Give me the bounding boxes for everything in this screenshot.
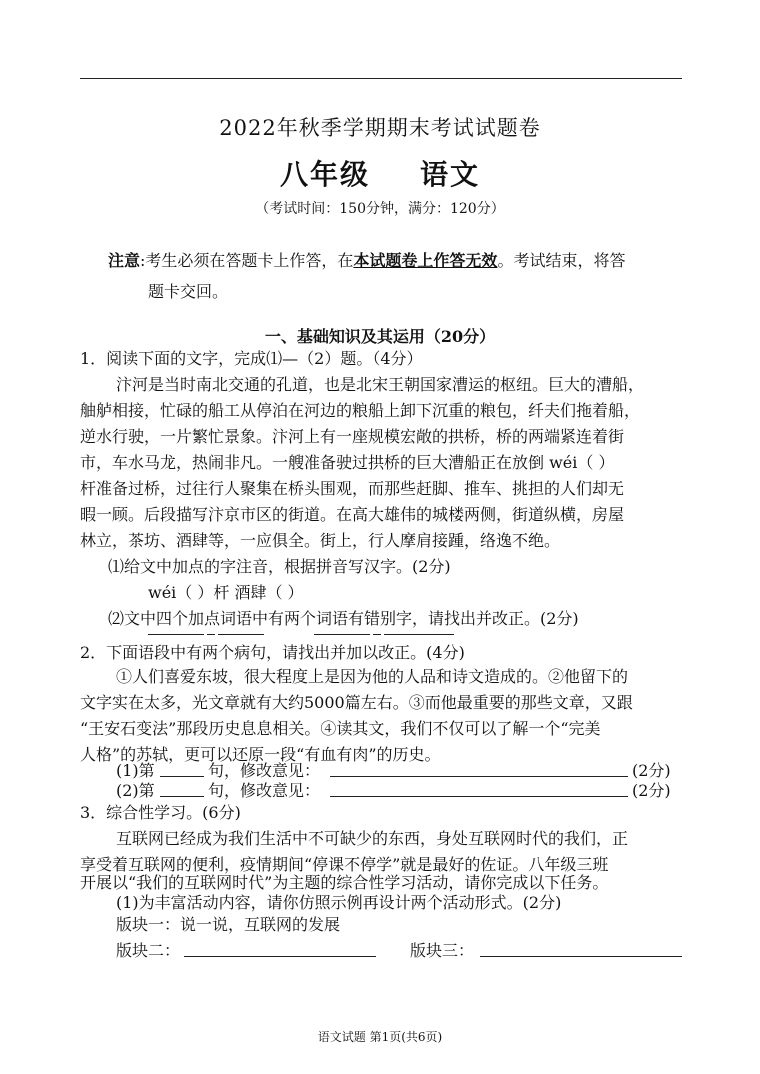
block3-label: 版块三： bbox=[410, 941, 475, 960]
q1-para-line: 逆水行驶，一片繁忙景象。汴河上有一座规模宏敞的拱桥，桥的两端紧连着街 bbox=[80, 427, 625, 446]
q3-para-line: 互联网已经成为我们生活中不可缺少的东西，身处互联网时代的我们，正 bbox=[116, 829, 629, 848]
q3-para-line: 开展以“我们的互联网时代”为主题的综合性学习活动，请你完成以下任务。 bbox=[80, 873, 609, 892]
q2-para-line: “王安石变法”那段历史息息相关。④读其文，我们不仅可以了解一个“完美 bbox=[80, 719, 601, 738]
notice-line2: 题卡交回。 bbox=[148, 282, 229, 301]
notice-label: 注意 bbox=[108, 251, 141, 270]
dash bbox=[373, 634, 381, 635]
q1-sub2: ⑵文中四个加点词语中有两个词语有错别字，请找出并改正。(2分) bbox=[108, 609, 579, 628]
block1-example: 版块一：说一说，互联网的发展 bbox=[116, 915, 341, 934]
q1-para-line: 市，车水马龙，热闹非凡。一艘准备驶过拱桥的巨大漕船正在放倒 wéi（ ） bbox=[80, 453, 615, 472]
subject-label: 语文 bbox=[420, 158, 481, 191]
q3-para-line: 享受着互联网的便利，疫情期间“停课不停学”就是最好的佐证。八年级三班 bbox=[80, 855, 609, 874]
answer-blank[interactable] bbox=[314, 634, 370, 635]
revision-blank[interactable] bbox=[330, 796, 628, 797]
q1-stem: 1．阅读下面的文字，完成⑴—（2）题。（4分） bbox=[80, 349, 423, 368]
q1-para-line: 杆准备过桥，过往行人聚集在桥头围观，而那些赶脚、推车、挑担的人们却无 bbox=[80, 479, 625, 498]
sentence-number-blank[interactable] bbox=[160, 776, 204, 777]
q2-fix1-label: 句，修改意见： bbox=[208, 761, 321, 780]
header-rule bbox=[80, 78, 682, 79]
revision-blank[interactable] bbox=[330, 776, 628, 777]
block2-blank[interactable] bbox=[184, 956, 376, 957]
q2-para-line: 文字实在太多，光文章就有大约5000篇左右。③而他最重要的那些文章，又跟 bbox=[80, 693, 633, 712]
notice-line1: 注意:考生必须在答题卡上作答，在本试题卷上作答无效。考试结束，将答 bbox=[108, 251, 626, 270]
dash bbox=[207, 634, 215, 635]
q1-sub1-blanks: wéi（ ）杆 酒肆（ ） bbox=[148, 583, 304, 602]
section-title: 一、基础知识及其运用（20分） bbox=[264, 327, 496, 346]
q1-sub1: ⑴给文中加点的字注音，根据拼音写汉字。(2分) bbox=[108, 557, 451, 576]
exam-title: 2022年秋季学期期末考试试题卷 bbox=[219, 116, 541, 140]
q1-para-line: 林立，茶坊、酒肆等，一应俱全。街上，行人摩肩接踵，络逸不绝。 bbox=[80, 531, 561, 550]
block2-label: 版块二： bbox=[116, 941, 181, 960]
sentence-number-blank[interactable] bbox=[160, 796, 204, 797]
q1-para-line: 舳舻相接，忙碌的船工从停泊在河边的粮船上卸下沉重的粮包，纤夫们拖着船， bbox=[80, 401, 641, 420]
q2-fix1-prefix: (1)第 bbox=[116, 761, 155, 780]
q2-fix2-score: (2分) bbox=[632, 781, 671, 800]
q2-para-line: ①人们喜爱东坡，很大程度上是因为他的人品和诗文造成的。②他留下的 bbox=[116, 667, 629, 686]
q1-para-line: 汴河是当时南北交通的孔道，也是北宋王朝国家漕运的枢纽。巨大的漕船， bbox=[116, 375, 645, 394]
grade-label: 八年级 bbox=[279, 158, 370, 191]
q1-para-line: 暇一顾。后段描写汴京市区的街道。在高大雄伟的城楼两侧，街道纵横，房屋 bbox=[80, 505, 625, 524]
answer-blank[interactable] bbox=[384, 634, 454, 635]
q3-sub1: (1)为丰富活动内容，请你仿照示例再设计两个活动形式。(2分) bbox=[116, 893, 562, 912]
q2-para-line: 人格”的苏轼，更可以还原一段“有血有肉”的历史。 bbox=[80, 745, 441, 764]
page-footer: 语文试题 第1页(共6页) bbox=[317, 1030, 443, 1044]
q2-stem: 2．下面语段中有两个病句，请找出并加以改正。(4分) bbox=[80, 643, 465, 662]
subject-heading bbox=[0, 153, 760, 193]
q2-fix2-label: 句，修改意见： bbox=[208, 781, 321, 800]
answer-blank[interactable] bbox=[218, 634, 264, 635]
answer-blank[interactable] bbox=[148, 634, 204, 635]
notice-emphasis: 本试题卷上作答无效 bbox=[353, 251, 498, 270]
q2-fix1-score: (2分) bbox=[632, 761, 671, 780]
block3-blank[interactable] bbox=[480, 956, 682, 957]
q2-fix2-prefix: (2)第 bbox=[116, 781, 155, 800]
q3-stem: 3．综合性学习。(6分) bbox=[80, 803, 241, 822]
exam-info: （考试时间：150分钟，满分：120分） bbox=[255, 201, 505, 217]
